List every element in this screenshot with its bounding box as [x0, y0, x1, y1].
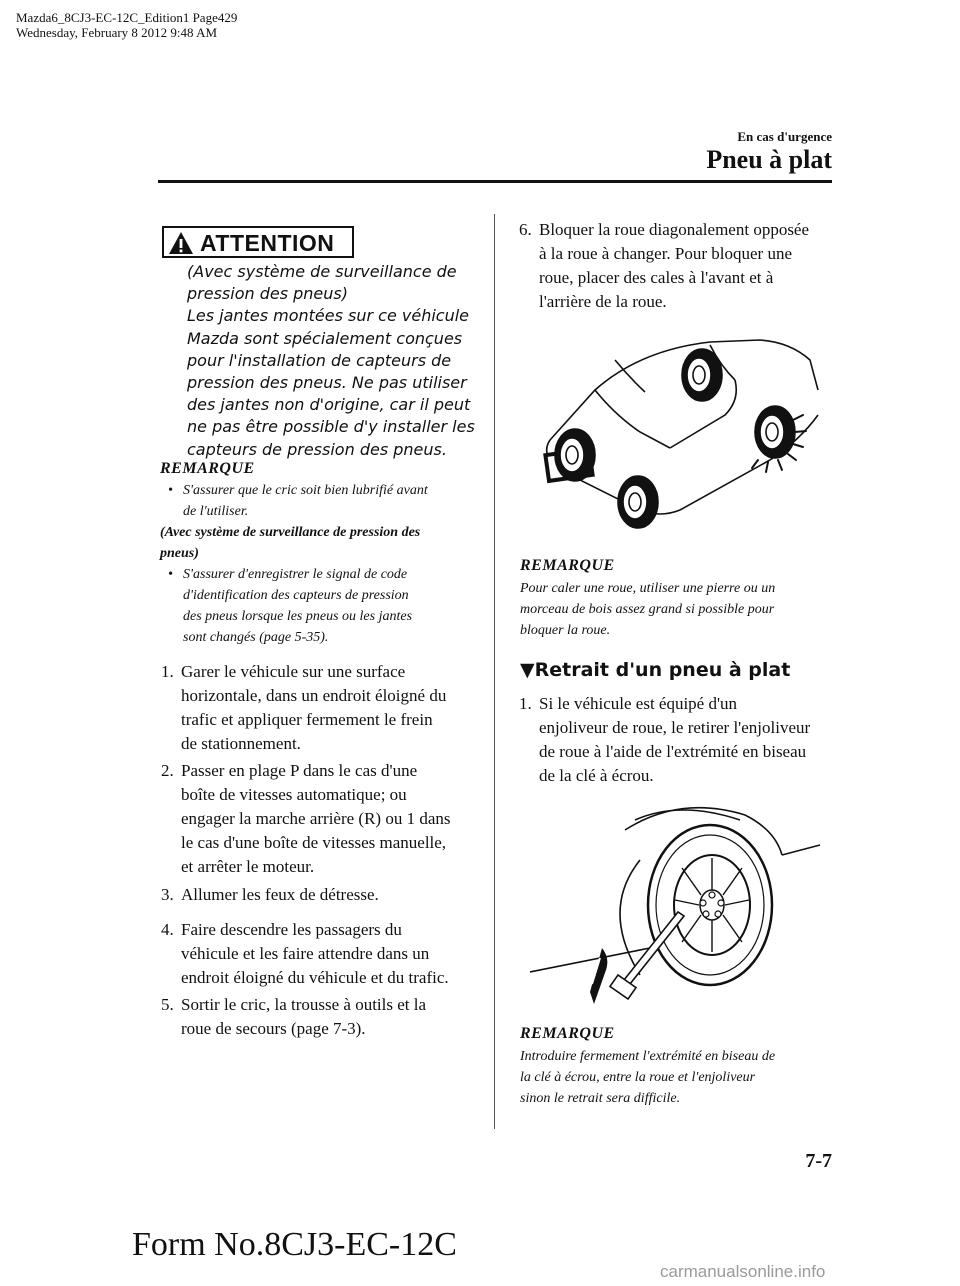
step-line: Garer le véhicule sur une surface	[181, 662, 406, 681]
remarque-line: S'assurer que le cric soit bien lubrifié avant	[183, 483, 428, 498]
remarque-bullet-1	[168, 480, 488, 522]
remarque-line: morceau de bois assez grand si possible pour	[520, 602, 775, 617]
attention-text	[187, 261, 487, 461]
attention-line: pour l'installation de capteurs de	[187, 350, 452, 370]
car-chock-illustration	[520, 320, 820, 545]
page-number: 7-7	[805, 1150, 832, 1172]
step-3	[161, 883, 491, 907]
triangle-down-icon: ▼	[520, 659, 535, 681]
step-2	[161, 759, 491, 879]
step-1	[161, 660, 491, 756]
wheel-cover-illustration	[530, 800, 825, 1010]
bullet-dot-icon: •	[168, 567, 173, 582]
step-number: 1.	[519, 694, 532, 713]
step-6	[519, 218, 839, 314]
remarque-line: sinon le retrait sera difficile.	[520, 1091, 681, 1106]
remarque-subhead-line: (Avec système de surveillance de pression des	[160, 525, 421, 540]
remarque-line: bloquer la roue.	[520, 623, 611, 638]
attention-line: Les jantes montées sur ce véhicule	[187, 306, 469, 326]
attention-box	[162, 226, 354, 258]
step-line: à la roue à changer. Pour bloquer une	[539, 244, 793, 263]
remarque-2-text	[520, 578, 840, 641]
attention-line: des jantes non d'origine, car il peut	[187, 395, 471, 415]
step-line: Faire descendre les passagers du	[181, 920, 402, 939]
step-5	[161, 993, 491, 1041]
step-number: 4.	[161, 920, 174, 939]
print-meta-line-2: Wednesday, February 8 2012 9:48 AM	[16, 25, 218, 40]
step-line: horizontale, dans un endroit éloigné du	[181, 686, 447, 705]
attention-line: pression des pneus)	[187, 284, 348, 304]
subsection-title: Retrait d'un pneu à plat	[534, 659, 791, 681]
step-line: et arrêter le moteur.	[181, 857, 315, 876]
step-line: roue de secours (page 7-3).	[181, 1019, 366, 1038]
step-line: de roue à l'aide de l'extrémité en biseau	[539, 742, 807, 761]
remarque-line: des pneus lorsque les pneus ou les jantes	[183, 609, 413, 624]
remarque-line: Introduire fermement l'extrémité en biseau de	[520, 1049, 776, 1064]
step-removal-1	[519, 692, 839, 788]
step-line: de la clé à écrou.	[539, 766, 654, 785]
step-line: boîte de vitesses automatique; ou	[181, 785, 407, 804]
step-line: Bloquer la roue diagonalement opposée	[539, 220, 810, 239]
remarque-3-text	[520, 1046, 840, 1109]
step-line: Si le véhicule est équipé d'un	[539, 694, 738, 713]
step-number: 6.	[519, 220, 532, 239]
step-line: de stationnement.	[181, 734, 301, 753]
step-line: roue, placer des cales à l'avant et à	[539, 268, 774, 287]
remarque-line: sont changés (page 5-35).	[183, 630, 329, 645]
step-line: le cas d'une boîte de vitesses manuelle,	[181, 833, 447, 852]
remarque-heading: REMARQUE	[520, 557, 615, 574]
attention-line: Mazda sont spécialement conçues	[187, 328, 463, 348]
remarque-subhead-line: pneus)	[160, 546, 199, 561]
column-divider	[494, 214, 495, 1129]
step-line: Sortir le cric, la trousse à outils et la	[181, 995, 427, 1014]
remarque-line: S'assurer d'enregistrer le signal de code	[183, 567, 408, 582]
watermark: carmanualsonline.info	[660, 1262, 826, 1281]
remarque-heading: REMARQUE	[160, 460, 255, 477]
section-label: En cas d'urgence	[737, 129, 832, 144]
remarque-line: de l'utiliser.	[183, 504, 249, 519]
step-line: engager la marche arrière (R) ou 1 dans	[181, 809, 451, 828]
remarque-line: d'identification des capteurs de pression	[183, 588, 409, 603]
attention-line: (Avec système de surveillance de	[187, 262, 457, 281]
remarque-bullet-2	[168, 564, 488, 648]
attention-line: pression des pneus. Ne pas utiliser	[187, 373, 467, 393]
step-line: enjoliveur de roue, le retirer l'enjoliveur	[539, 718, 811, 737]
step-line: véhicule et les faire attendre dans un	[181, 944, 430, 963]
attention-line: capteurs de pression des pneus.	[187, 439, 447, 459]
attention-label: ATTENTION	[200, 230, 335, 256]
warning-triangle-icon	[168, 231, 194, 255]
step-line: l'arrière de la roue.	[539, 292, 667, 311]
remarque-line: la clé à écrou, entre la roue et l'enjoliveur	[520, 1070, 756, 1085]
form-number: Form No.8CJ3-EC-12C	[132, 1226, 457, 1263]
remarque-subhead	[160, 522, 490, 564]
bullet-dot-icon: •	[168, 483, 173, 498]
attention-line: ne pas être possible d'y installer les	[187, 417, 475, 437]
remarque-heading: REMARQUE	[520, 1025, 615, 1042]
step-number: 5.	[161, 995, 174, 1014]
step-4	[161, 918, 491, 990]
step-line: Passer en plage P dans le cas d'une	[181, 761, 418, 780]
step-number: 3.	[161, 885, 174, 904]
step-line: endroit éloigné du véhicule et du trafic.	[181, 968, 449, 987]
header-rule	[158, 180, 832, 183]
page-title: Pneu à plat	[706, 145, 832, 174]
step-line: Allumer les feux de détresse.	[181, 885, 379, 904]
step-number: 2.	[161, 761, 174, 780]
step-line: trafic et appliquer fermement le frein	[181, 710, 433, 729]
remarque-line: Pour caler une roue, utiliser une pierre ou un	[520, 581, 776, 596]
print-meta	[16, 10, 237, 40]
step-number: 1.	[161, 662, 174, 681]
print-meta-line-1: Mazda6_8CJ3-EC-12C_Edition1 Page429	[16, 10, 238, 25]
subsection-heading	[520, 659, 790, 681]
